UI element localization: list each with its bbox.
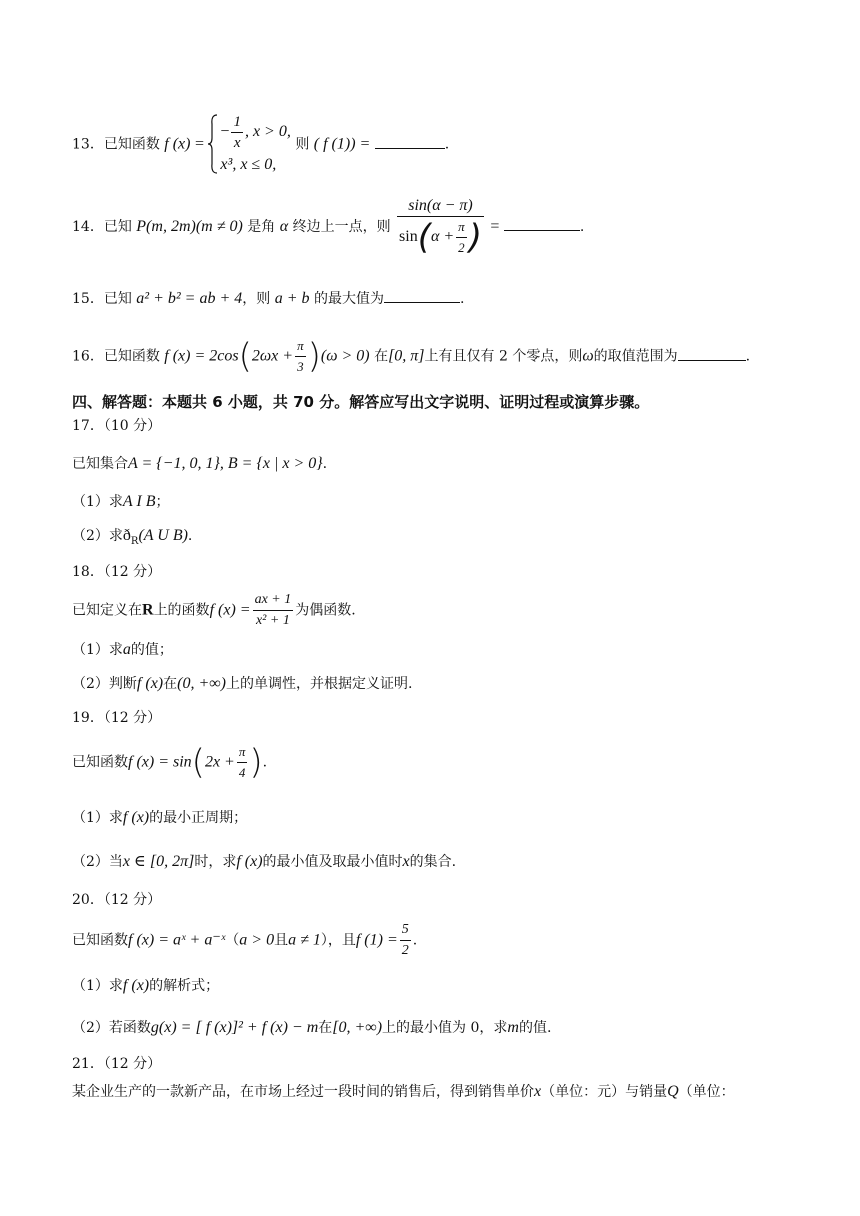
q20-header: 20．（12 分）	[72, 892, 162, 908]
left-brace-icon	[208, 114, 218, 174]
q19-stem: 已知函数f (x) = sin(2x + $\frac{\pi}{4}$ ).	[72, 742, 268, 783]
q13-function: f (x)	[164, 135, 191, 153]
q17-header: 17．（10 分）	[72, 418, 162, 434]
q17-part1: （1）求A I B；	[72, 493, 170, 510]
q19-part1: （1）求f (x)的最小正周期；	[72, 809, 248, 826]
answer-blank[interactable]	[375, 134, 445, 149]
q18-part2: （2）判断f (x)在(0, +∞)上的单调性，并根据定义证明.	[72, 675, 413, 692]
q18-part1: （1）求a的值；	[72, 641, 173, 658]
q20-stem: 已知函数f (x) = aˣ + a⁻ˣ（a > 0且a ≠ 1），且f (1) = $\frac{5}{2}$ .	[72, 922, 418, 958]
q14-fraction: sin(α − π) sin(α + $\frac{\pi}{2}$ )	[399, 197, 482, 258]
q18-stem: 已知定义在R上的函数f (x) = $\frac{ax + 1}{\text{x² + 1}}$ 为偶函数.	[72, 592, 356, 628]
answer-blank[interactable]	[384, 288, 460, 303]
q20-part1: （1）求f (x)的解析式；	[72, 977, 220, 994]
answer-blank[interactable]	[504, 216, 580, 231]
q21-header: 21．（12 分）	[72, 1056, 162, 1072]
question-16: 16．已知函数 f (x) = 2cos(2ωx + $\frac{\pi}{3}$ )(ω > 0) 在[0, π]上有且仅有 2 个零点，则ω的取值范围为 .	[72, 336, 751, 377]
q17-part2: （2）求$ð_R(A$ U B).	[72, 527, 193, 547]
section-heading: 四、解答题：本题共 6 小题，共 70 分。解答应写出文字说明、证明过程或演算步骤。	[72, 393, 650, 411]
question-14: 14．已知 P(m, 2m)(m ≠ 0) 是角 α 终边上一点，则 sin(α − π) sin(α + $\frac{\pi}{2}$ ) = .	[72, 197, 585, 258]
question-13: 13．已知函数 f (x) = − $\frac{1}{x}$ , x > 0, x³, x ≤ 0, 则 ( f (1)) = .	[72, 112, 449, 177]
q20-part2: （2）若函数g(x) = [ f (x)]² + f (x) − m在[0, +∞)上的最小值为 0，求m的值.	[72, 1019, 552, 1036]
question-15: 15．已知 a² + b² = ab + 4，则 a + b 的最大值为 .	[72, 290, 465, 307]
answer-blank[interactable]	[678, 346, 746, 361]
q19-part2: （2）当x ∈ [0, 2π]时，求f (x)的最小值及取最小值时x的集合.	[72, 853, 457, 870]
q21-stem: 某企业生产的一款新产品，在市场上经过一段时间的销售后，得到销售单价x（单位：元）与销量Q（单位：	[72, 1083, 735, 1100]
q17-stem: 已知集合A = {−1, 0, 1}, B = {x | x > 0}.	[72, 455, 328, 472]
q19-header: 19．（12 分）	[72, 710, 162, 726]
q18-header: 18．（12 分）	[72, 564, 162, 580]
piecewise-system: − $\frac{1}{x}$ , x > 0, x³, x ≤ 0,	[208, 112, 290, 177]
